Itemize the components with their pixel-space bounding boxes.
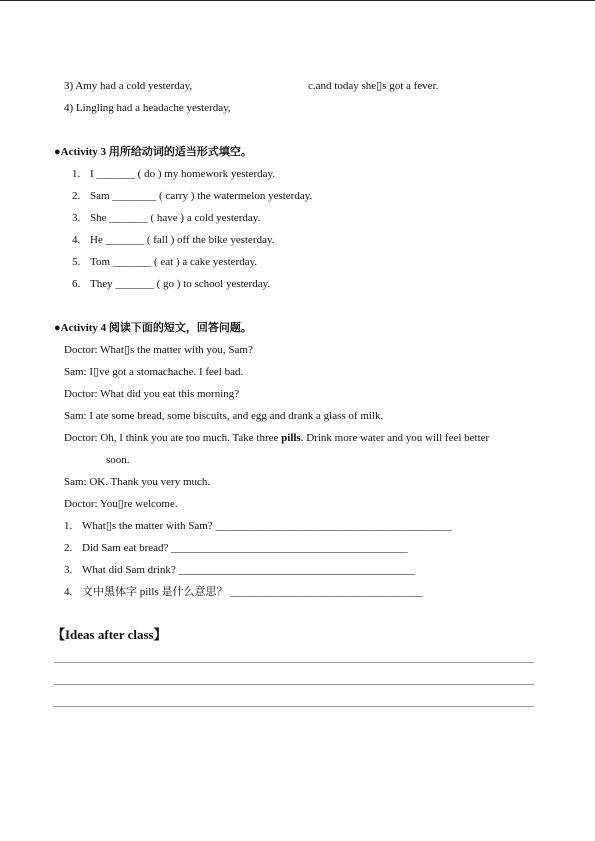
bullet-icon: ● <box>54 322 61 334</box>
dialog-line: Doctor: What did you eat this morning? <box>64 388 240 400</box>
question-item: 4. 文中黑体字 pills 是什么意思？ ___________________________________ <box>64 586 423 598</box>
list-item: 5. Tom _______ ( eat ) a cake yesterday. <box>72 256 258 268</box>
list-item: 2. Sam ________ ( carry ) the watermelon yesterday. <box>72 190 313 202</box>
dialog-line: Doctor: You▯re welcome. <box>64 498 178 510</box>
question-item: 1. What▯s the matter with Sam? ___________________________________________ <box>64 520 452 532</box>
list-item: 1. I _______ ( do ) my homework yesterday. <box>72 168 276 180</box>
question-item: 3. What did Sam drink? ___________________________________________ <box>64 564 416 576</box>
list-item: 3. She _______ ( have ) a cold yesterday. <box>72 212 261 224</box>
list-item: 6. They _______ ( go ) to school yesterday. <box>72 278 271 290</box>
writing-line <box>54 662 534 663</box>
activity3-title: Activity 3 用所给动词的适当形式填空。 <box>60 146 252 158</box>
activity4-title: Activity 4 阅读下面的短文，回答问题。 <box>60 322 252 334</box>
dialog-line: Sam: I ate some bread, some biscuits, and egg and drank a glass of milk. <box>64 410 384 422</box>
dialog-line-continuation: soon. <box>106 454 130 466</box>
question-item: 2. Did Sam eat bread? ___________________________________________ <box>64 542 408 554</box>
writing-line <box>54 684 534 685</box>
writing-line <box>54 706 534 707</box>
dialog-line: Doctor: What▯s the matter with you, Sam? <box>64 344 253 356</box>
match-right-c: c.and today she▯s got a fever. <box>308 80 439 92</box>
pills-bold-word: pills <box>281 432 301 444</box>
dialog-line: Sam: I▯ve got a stomachache. I feel bad. <box>64 366 244 378</box>
list-item: 4. He _______ ( fall ) off the bike yesterday. <box>72 234 275 246</box>
header-rule <box>0 0 595 1</box>
activity3-heading <box>54 145 252 159</box>
dialog-line: Sam: OK. Thank you very much. <box>64 476 211 488</box>
activity4-heading <box>54 321 252 335</box>
bullet-icon: ● <box>54 146 61 158</box>
ideas-heading: 【Ideas after class】 <box>52 627 167 642</box>
match-left-3: 3) Amy had a cold yesterday, <box>64 80 193 92</box>
dialog-line: Doctor: Oh, I think you ate too much. Take three pills. Drink more water and you will feel better <box>64 432 490 444</box>
match-left-4: 4) Lingling had a headache yesterday, <box>64 102 231 114</box>
